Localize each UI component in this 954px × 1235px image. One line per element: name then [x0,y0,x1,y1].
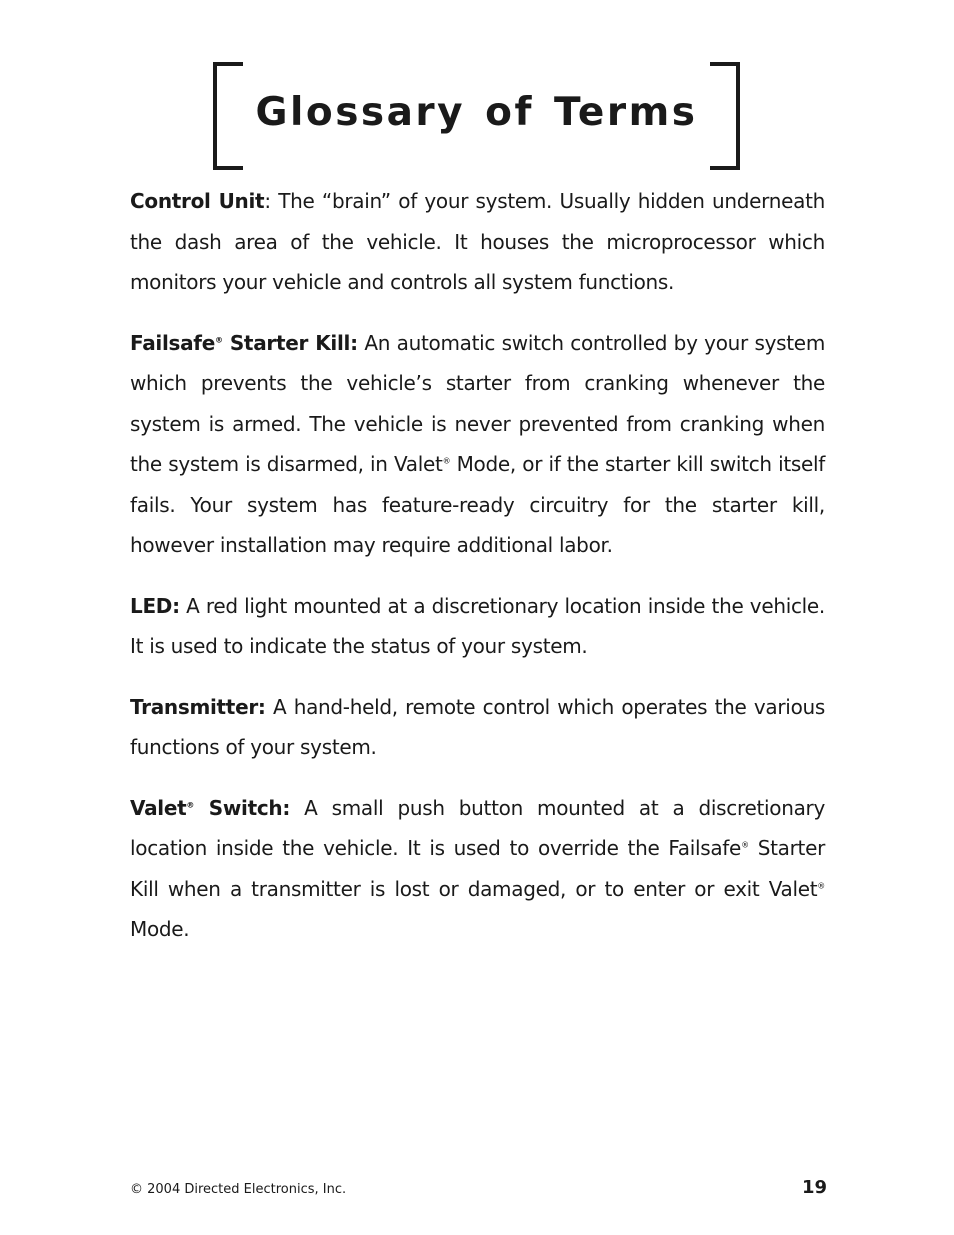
definition-failsafe-part-2: Mode, or if the starter kill switch itself fails. Your system has feature-ready circuitry for the starter kill, however installation may require additional labor. [130,452,826,557]
glossary-entry-led [130,586,825,667]
registered-mark: ® [442,456,451,466]
definition-valet-part-1: A small push button mounted at a discretionary location inside the vehicle. It is used to override the Failsafe [130,795,826,860]
term-separator: : [264,189,271,213]
definition-control-unit: The “brain” of your system. Usually hidden underneath the dash area of the vehicle. It houses the microprocessor which monitors your vehicle and controls all system functions. [130,189,826,294]
definition-led: A red light mounted at a discretionary location inside the vehicle. It is used to indicate the status of your system. [130,593,825,658]
term-starter-kill: Starter Kill: [222,330,358,355]
term-failsafe: Failsafe [130,330,215,355]
glossary-list [130,181,825,970]
page-title: Glossary of Terms [255,90,698,135]
title-block [213,62,740,165]
term-control-unit: Control Unit [130,189,265,213]
definition-valet-part-2: Starter Kill when a transmitter is lost or damaged, or to enter or exit Valet [130,836,825,901]
term-failsafe-starter-kill [130,331,358,355]
registered-mark: ® [817,880,825,890]
term-valet-switch [130,796,290,820]
glossary-entry-control-unit [130,181,825,303]
term-switch: Switch: [194,795,291,820]
right-bracket-decoration [710,62,740,170]
term-valet: Valet [130,795,187,820]
page-number: 19 [801,1177,827,1198]
definition-valet-part-3: Mode. [130,917,190,941]
registered-mark: ® [214,334,223,344]
registered-mark: ® [186,799,195,809]
term-transmitter: Transmitter: [130,694,266,719]
term-led: LED: [130,593,180,618]
glossary-entry-valet-switch [130,788,825,950]
glossary-entry-transmitter [130,687,825,768]
registered-mark: ® [741,840,749,850]
glossary-entry-failsafe-starter-kill [130,323,825,566]
footer-copyright: © 2004 Directed Electronics, Inc. [130,1182,347,1197]
definition-failsafe-part-1: An automatic switch controlled by your system which prevents the vehicle’s starter from cranking whenever the system is armed. The vehicle is never prevented from cranking when the system is disarmed, in Valet [130,330,825,476]
definition-transmitter: A hand-held, remote control which operates the various functions of your system. [130,694,825,759]
